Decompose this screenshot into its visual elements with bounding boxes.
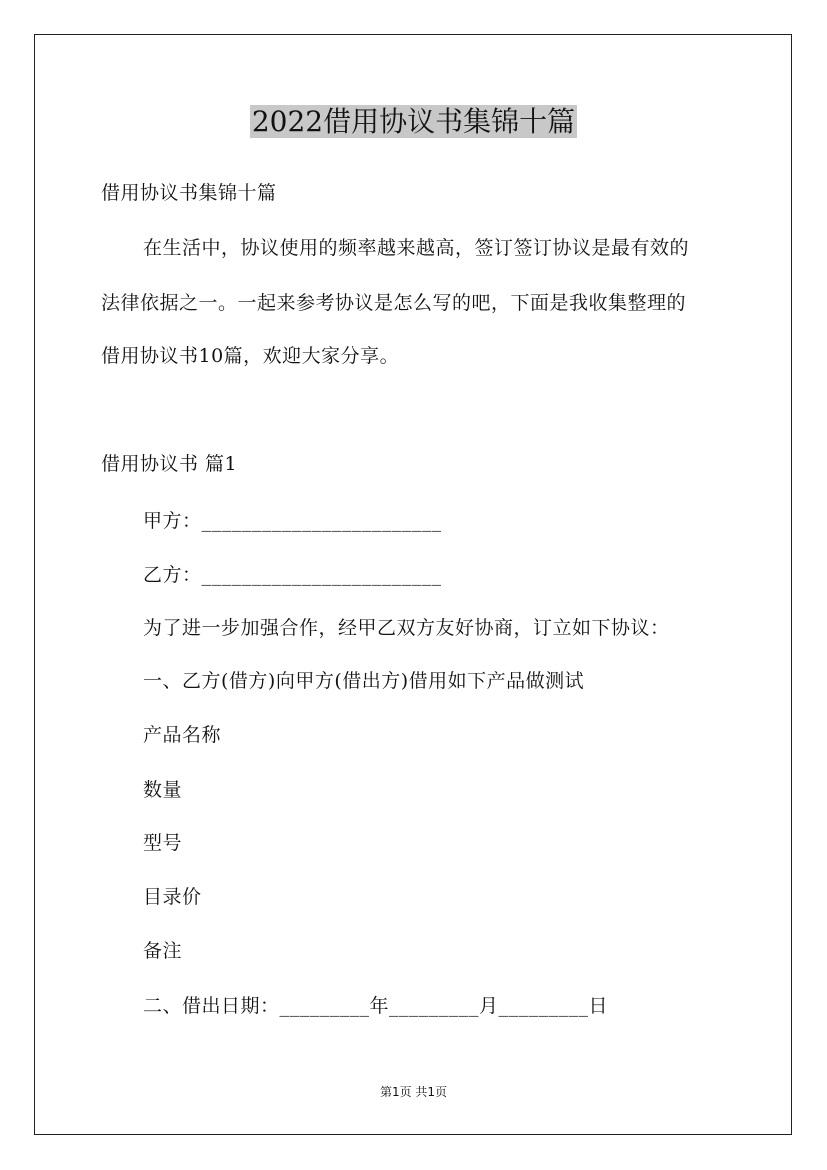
field-quantity: 数量 [143,779,183,801]
document-subtitle: 借用协议书集锦十篇 [101,182,277,204]
intro-line-2: 法律依据之一。一起来参考协议是怎么写的吧，下面是我收集整理的 [101,292,687,314]
field-remarks: 备注 [143,940,183,962]
field-product-name: 产品名称 [143,724,222,746]
clause-2-line: 二、借出日期：_________年_________月_________日 [143,995,609,1017]
party-b-line: 乙方：________________________ [143,564,442,586]
section-heading: 借用协议书 篇1 [101,453,238,475]
intro-line-3: 借用协议书10篇，欢迎大家分享。 [101,345,400,367]
clause-1-line: 一、乙方(借方)向甲方(借出方)借用如下产品做测试 [143,670,585,692]
page-footer: 第1页 共1页 [379,1085,448,1099]
preamble-line: 为了进一步加强合作，经甲乙双方友好协商，订立如下协议： [143,617,670,639]
document-title-text: 2022借用协议书集锦十篇 [251,105,576,138]
field-list-price: 目录价 [143,886,202,908]
field-model: 型号 [143,832,183,854]
party-a-line: 甲方：________________________ [143,510,442,532]
document-title [0,101,827,143]
intro-line-1: 在生活中，协议使用的频率越来越高，签订签订协议是最有效的 [143,237,690,259]
